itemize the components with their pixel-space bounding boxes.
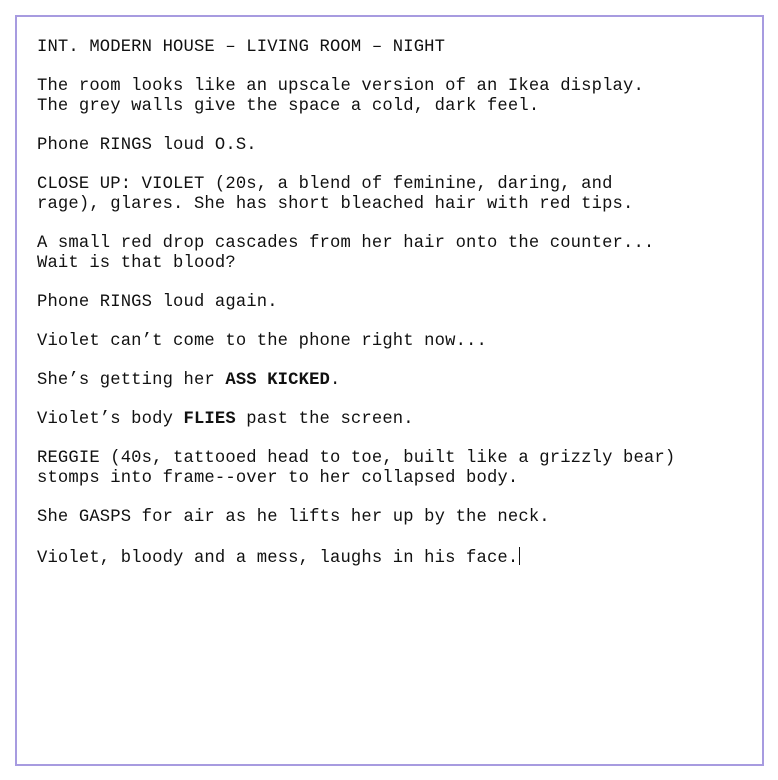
action-line: The room looks like an upscale version of an Ikea display. bbox=[37, 77, 644, 96]
text-cursor bbox=[519, 547, 520, 565]
action-paragraph-9 bbox=[37, 449, 757, 489]
emphasis-text: FLIES bbox=[183, 410, 236, 429]
action-paragraph-6: Violet can’t come to the phone right now... bbox=[37, 332, 487, 351]
action-line: The grey walls give the space a cold, dark feel. bbox=[37, 97, 540, 116]
script-page[interactable] bbox=[15, 15, 764, 766]
action-text: Violet, bloody and a mess, laughs in his face. bbox=[37, 549, 519, 568]
emphasis-text: ASS KICKED bbox=[225, 371, 331, 390]
action-paragraph-3 bbox=[37, 175, 757, 215]
action-paragraph-1 bbox=[37, 77, 757, 117]
action-line: Wait is that blood? bbox=[37, 254, 236, 273]
action-paragraph-11 bbox=[37, 547, 757, 569]
action-paragraph-8 bbox=[37, 410, 757, 430]
action-line: rage), glares. She has short bleached hair with red tips. bbox=[37, 195, 634, 214]
action-paragraph-2: Phone RINGS loud O.S. bbox=[37, 136, 257, 155]
action-paragraph-10: She GASPS for air as he lifts her up by the neck. bbox=[37, 508, 550, 527]
action-paragraph-5: Phone RINGS loud again. bbox=[37, 293, 278, 312]
scene-heading: INT. MODERN HOUSE – LIVING ROOM – NIGHT bbox=[37, 38, 446, 57]
action-line: stomps into frame--over to her collapsed body. bbox=[37, 469, 519, 488]
action-line: REGGIE (40s, tattooed head to toe, built like a grizzly bear) bbox=[37, 449, 676, 468]
action-line: A small red drop cascades from her hair onto the counter... bbox=[37, 234, 655, 253]
action-text: . bbox=[330, 371, 341, 390]
action-paragraph-7 bbox=[37, 371, 757, 391]
action-line: CLOSE UP: VIOLET (20s, a blend of feminine, daring, and bbox=[37, 175, 613, 194]
action-text: past the screen. bbox=[235, 410, 414, 429]
action-paragraph-4 bbox=[37, 234, 757, 274]
action-text: Violet’s body bbox=[37, 410, 184, 429]
script-text-area[interactable] bbox=[37, 38, 757, 588]
action-text: She’s getting her bbox=[37, 371, 226, 390]
